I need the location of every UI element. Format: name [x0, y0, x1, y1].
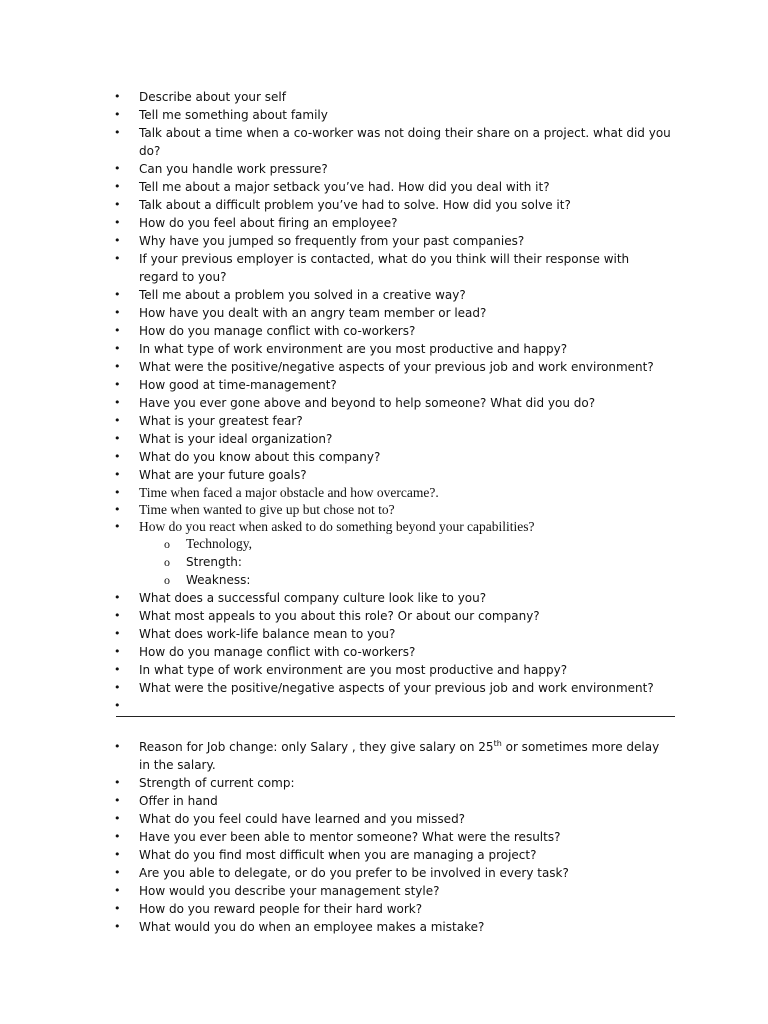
list-item [0, 774, 768, 792]
bullet-icon: • [114, 609, 121, 622]
question-text: What does a successful company culture look like to you? [139, 591, 487, 605]
reason-suffix: or sometimes more delay in the salary. [139, 740, 660, 772]
reason-prefix: Reason for Job change: only Salary , they give salary on 25 [139, 740, 494, 754]
list-item [0, 643, 768, 661]
list-item [0, 484, 768, 501]
question-text: If your previous employer is contacted, what do you think will their response with regard to you? [139, 252, 630, 284]
list-item [0, 679, 768, 697]
list-item [0, 322, 768, 340]
bullet-icon: • [114, 252, 121, 265]
question-list-secondary [0, 738, 768, 936]
question-text: What would you do when an employee makes a mistake? [139, 920, 485, 934]
sub-list-item [0, 571, 768, 589]
list-item [0, 846, 768, 864]
question-text: Talk about a difficult problem you’ve had to solve. How did you solve it? [139, 198, 571, 212]
bullet-icon: • [114, 920, 121, 933]
bullet-icon: • [114, 306, 121, 319]
bullet-icon: • [114, 866, 121, 879]
list-item [0, 501, 768, 518]
bullet-icon: • [114, 378, 121, 391]
list-item [0, 792, 768, 810]
list-item [0, 124, 768, 160]
bullet-icon: • [114, 794, 121, 807]
bullet-icon: • [114, 627, 121, 640]
list-item [0, 394, 768, 412]
list-item [0, 882, 768, 900]
question-text: How do you manage conflict with co-workers? [139, 645, 416, 659]
bullet-icon: • [114, 414, 121, 427]
list-item [0, 738, 768, 774]
question-text: What are your future goals? [139, 468, 307, 482]
list-item [0, 430, 768, 448]
question-text: How have you dealt with an angry team member or lead? [139, 306, 487, 320]
question-text: Why have you jumped so frequently from your past companies? [139, 234, 525, 248]
bullet-icon: • [114, 812, 121, 825]
bullet-icon: • [114, 450, 121, 463]
question-text: What do you feel could have learned and you missed? [139, 812, 466, 826]
sub-item-text: Strength: [186, 555, 242, 569]
bullet-icon: • [114, 432, 121, 445]
bullet-icon: • [114, 663, 121, 676]
bullet-icon: • [114, 108, 121, 121]
bullet-icon: • [114, 126, 121, 139]
bullet-icon: • [114, 162, 121, 175]
question-text: Strength of current comp: [139, 776, 295, 790]
question-text: Describe about your self [139, 90, 286, 104]
bullet-icon: • [114, 198, 121, 211]
list-item [0, 358, 768, 376]
question-text: How do you react when asked to do something beyond your capabilities? [139, 519, 535, 534]
bullet-icon: • [114, 324, 121, 337]
sub-list-item [0, 535, 768, 553]
question-text: Tell me about a problem you solved in a creative way? [139, 288, 466, 302]
list-item [0, 376, 768, 394]
list-item [0, 828, 768, 846]
bullet-icon: • [114, 396, 121, 409]
list-item [0, 214, 768, 232]
list-item [0, 810, 768, 828]
bullet-icon: • [114, 902, 121, 915]
bullet-icon: • [114, 848, 121, 861]
bullet-icon: • [114, 830, 121, 843]
list-item [0, 518, 768, 535]
list-item [0, 589, 768, 607]
bullet-icon: • [114, 342, 121, 355]
list-item-empty [0, 697, 768, 715]
bullet-icon: • [114, 486, 121, 499]
bullet-icon: • [114, 884, 121, 897]
question-text: In what type of work environment are you most productive and happy? [139, 342, 568, 356]
question-text: What do you find most difficult when you are managing a project? [139, 848, 537, 862]
bullet-icon: • [114, 740, 121, 753]
bullet-icon: • [114, 681, 121, 694]
list-item [0, 607, 768, 625]
circle-bullet-icon: o [164, 555, 170, 569]
list-item [0, 250, 768, 286]
question-text: Tell me something about family [139, 108, 328, 122]
bullet-icon: • [114, 520, 121, 533]
question-text: What is your greatest fear? [139, 414, 303, 428]
bullet-icon: • [114, 90, 121, 103]
bullet-icon: • [114, 645, 121, 658]
question-text: Time when faced a major obstacle and how overcame?. [139, 485, 439, 500]
question-text: Can you handle work pressure? [139, 162, 328, 176]
question-text: What were the positive/negative aspects of your previous job and work environment? [139, 360, 654, 374]
question-text: How good at time-management? [139, 378, 337, 392]
question-text: Have you ever been able to mentor someone? What were the results? [139, 830, 561, 844]
list-item [0, 340, 768, 358]
list-item [0, 88, 768, 106]
bullet-icon: • [114, 591, 121, 604]
question-text: Talk about a time when a co-worker was not doing their share on a project. what did you do? [139, 126, 671, 158]
bullet-icon: • [114, 776, 121, 789]
bullet-icon: • [114, 503, 121, 516]
question-text: How would you describe your management style? [139, 884, 440, 898]
question-text: Have you ever gone above and beyond to help someone? What did you do? [139, 396, 596, 410]
question-text: In what type of work environment are you most productive and happy? [139, 663, 568, 677]
list-item [0, 466, 768, 484]
bullet-icon: • [114, 180, 121, 193]
question-text: What is your ideal organization? [139, 432, 333, 446]
sub-item-text: Weakness: [186, 573, 251, 587]
ordinal-suffix: th [493, 739, 502, 748]
question-list-primary [0, 88, 768, 715]
bullet-icon: • [114, 468, 121, 481]
question-text: Offer in hand [139, 794, 218, 808]
bullet-icon: • [114, 234, 121, 247]
list-item [0, 661, 768, 679]
question-text: What do you know about this company? [139, 450, 381, 464]
question-text: How do you manage conflict with co-workers? [139, 324, 416, 338]
horizontal-rule-divider [116, 716, 675, 717]
list-item [0, 864, 768, 882]
question-text: Are you able to delegate, or do you prefer to be involved in every task? [139, 866, 569, 880]
circle-bullet-icon: o [164, 537, 170, 551]
question-text: How do you reward people for their hard work? [139, 902, 423, 916]
list-item [0, 625, 768, 643]
bullet-icon: • [114, 288, 121, 301]
question-text: What were the positive/negative aspects of your previous job and work environment? [139, 681, 654, 695]
bullet-icon: • [114, 360, 121, 373]
question-text: What most appeals to you about this role? Or about our company? [139, 609, 540, 623]
list-item [0, 232, 768, 250]
list-item [0, 448, 768, 466]
list-item [0, 918, 768, 936]
question-text: What does work-life balance mean to you? [139, 627, 396, 641]
question-text: How do you feel about firing an employee? [139, 216, 398, 230]
list-item [0, 196, 768, 214]
question-text: Tell me about a major setback you’ve had. How did you deal with it? [139, 180, 550, 194]
list-item [0, 900, 768, 918]
circle-bullet-icon: o [164, 573, 170, 587]
bullet-icon: • [114, 699, 121, 712]
list-item [0, 160, 768, 178]
bullet-icon: • [114, 216, 121, 229]
list-item [0, 106, 768, 124]
list-item [0, 412, 768, 430]
list-item [0, 178, 768, 196]
question-text: Time when wanted to give up but chose not to? [139, 502, 395, 517]
sub-item-text: Technology, [186, 536, 253, 551]
list-item [0, 286, 768, 304]
sub-list-item [0, 553, 768, 571]
list-item [0, 304, 768, 322]
